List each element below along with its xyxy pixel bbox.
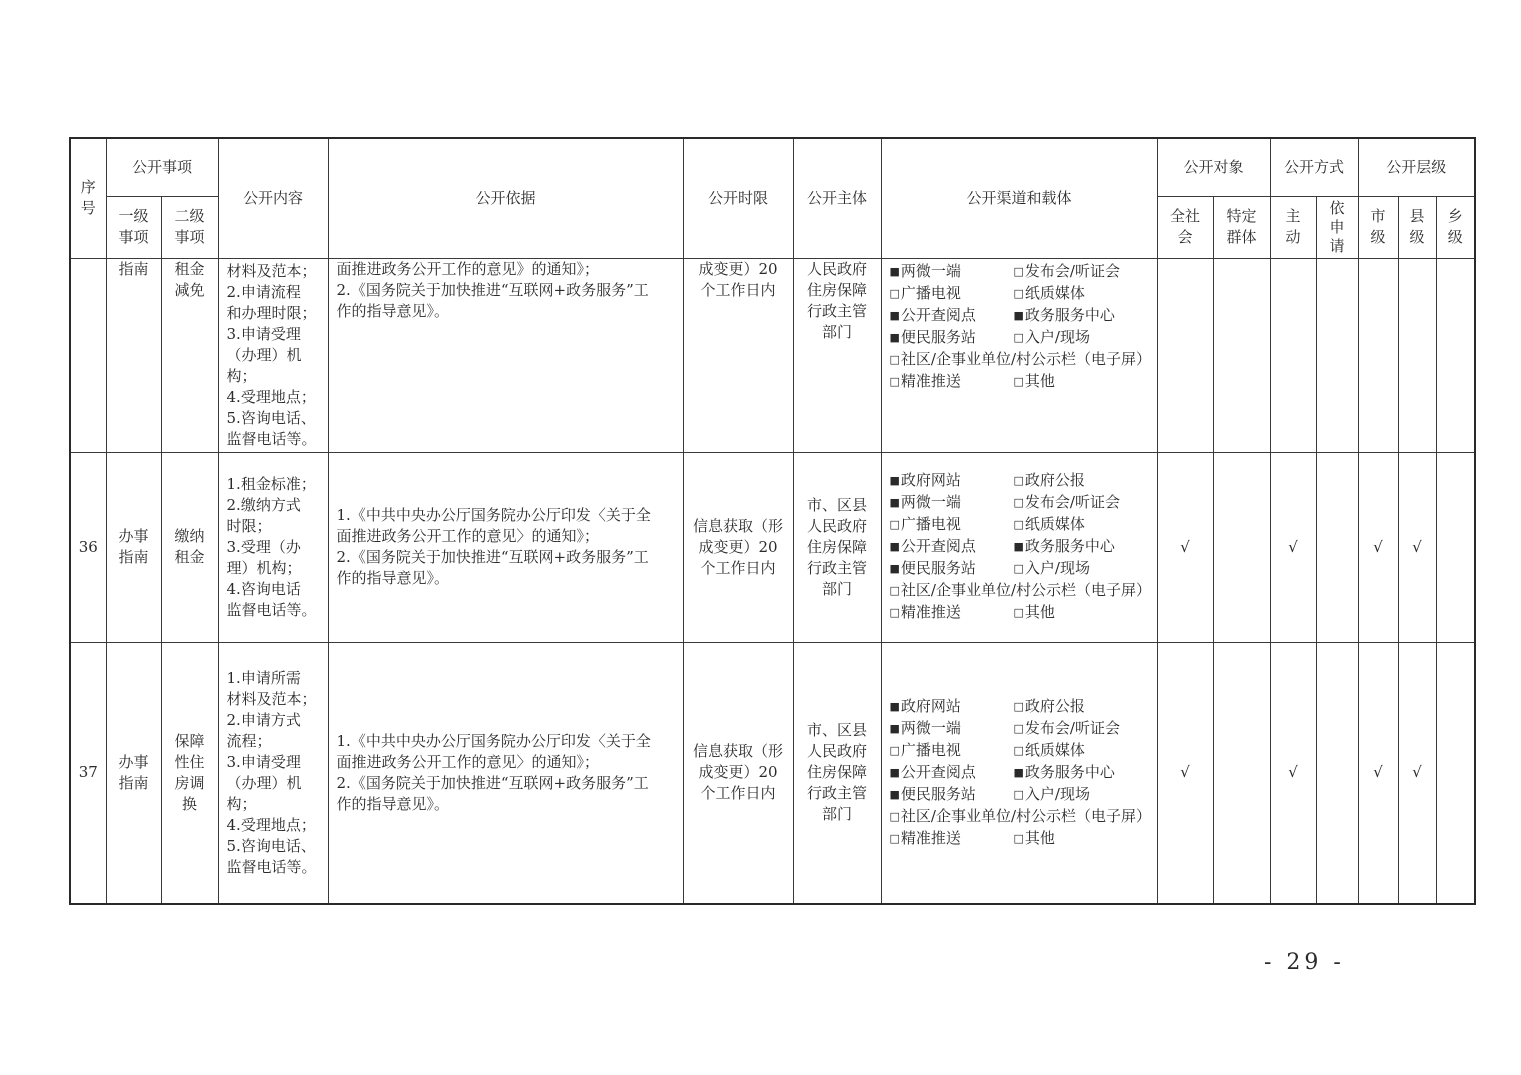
header-level2: 二级事项	[161, 196, 218, 258]
header-level-county: 县级	[1398, 196, 1436, 258]
table-row	[70, 452, 1475, 642]
channel-label: 便民服务站	[900, 784, 976, 803]
channel-checkbox-icon: □	[889, 584, 900, 597]
cell-level-city: √	[1358, 642, 1398, 904]
cell-subject: 市、区县 人民政府 住房保障 行政主管 部门	[793, 642, 881, 904]
channel-checkbox-icon: □	[1013, 743, 1024, 757]
channel-checkbox-icon: □	[889, 809, 900, 823]
channel-label: 政务服务中心	[1024, 762, 1115, 781]
cell-level-county: √	[1398, 642, 1436, 904]
cell-level2: 保障性住房调换	[161, 642, 218, 904]
channel-checkbox-icon: □	[1013, 264, 1024, 278]
channel-label: 纸质媒体	[1024, 283, 1085, 302]
header-level-city: 市级	[1358, 196, 1398, 258]
cell-method-request	[1316, 452, 1358, 642]
channel-checkbox-icon: ■	[1013, 308, 1024, 322]
cell-seq	[70, 258, 106, 452]
channel-label: 社区/企事业单位/村公示栏（电子屏）	[900, 581, 1152, 599]
channel-checkbox-icon: □	[1013, 831, 1024, 845]
channel-label: 公开查阅点	[900, 537, 976, 555]
cell-channels	[881, 452, 1157, 642]
channel-checkbox-icon: □	[889, 743, 900, 757]
cell-channels	[881, 258, 1157, 452]
cell-level-county	[1398, 258, 1436, 452]
channel-checkbox-icon: □	[1013, 496, 1024, 509]
header-level: 公开层级	[1358, 138, 1475, 196]
channel-checkbox-icon: □	[889, 352, 900, 366]
channel-label: 精准推送	[900, 828, 961, 847]
cell-audience-specific	[1213, 452, 1270, 642]
cell-content: 材料及范本； 2.申请流程 和办理时限； 3.申请受理 （办理）机 构； 4.受理地点； 5.咨询电话、 监督电话等。	[218, 258, 328, 452]
channel-checkbox-icon: ■	[889, 765, 900, 779]
channel-checkbox-icon: □	[1013, 374, 1024, 388]
channel-label: 精准推送	[900, 371, 961, 390]
cell-level-town	[1436, 258, 1475, 452]
cell-seq: 37	[70, 642, 106, 904]
cell-audience-all: √	[1157, 452, 1213, 642]
channel-checkbox-icon: ■	[889, 721, 900, 735]
channel-checkbox-icon: ■	[889, 330, 900, 344]
channel-checkbox-icon: □	[1013, 518, 1024, 531]
channel-label: 发布会/听证会	[1024, 261, 1120, 280]
cell-level1: 办事指南	[106, 642, 161, 904]
channel-checkbox-icon: □	[889, 606, 900, 619]
channel-label: 政府网站	[900, 471, 961, 489]
header-level-town: 乡级	[1436, 196, 1475, 258]
cell-level2: 租金减免	[161, 258, 218, 452]
header-subject: 公开主体	[793, 138, 881, 258]
header-level1: 一级事项	[106, 196, 161, 258]
disclosure-table	[69, 137, 1476, 905]
header-content: 公开内容	[218, 138, 328, 258]
cell-time-limit: 信息获取（形 成变更）20 个工作日内	[683, 642, 793, 904]
channel-label: 纸质媒体	[1024, 740, 1085, 759]
channel-checkbox-icon: □	[1013, 787, 1024, 801]
channel-label: 入户/现场	[1024, 327, 1090, 346]
cell-audience-all: √	[1157, 642, 1213, 904]
channel-checkbox-icon: ■	[889, 787, 900, 801]
header-item-group: 公开事项	[106, 138, 218, 196]
channel-label: 广播电视	[900, 283, 961, 302]
channel-label: 社区/企事业单位/村公示栏（电子屏）	[900, 806, 1152, 825]
cell-content: 1.申请所需 材料及范本； 2.申请方式 流程； 3.申请受理 （办理）机 构； 4.受理地点； 5.咨询电话、 监督电话等。	[218, 642, 328, 904]
channel-label: 公开查阅点	[900, 762, 976, 781]
header-basis: 公开依据	[328, 138, 683, 258]
channel-checkbox-icon: ■	[889, 308, 900, 322]
cell-audience-specific	[1213, 258, 1270, 452]
header-seq: 序号	[70, 138, 106, 258]
cell-audience-specific	[1213, 642, 1270, 904]
cell-method-active: √	[1270, 452, 1316, 642]
header-audience-specific: 特定群体	[1213, 196, 1270, 258]
channel-label: 入户/现场	[1024, 784, 1090, 803]
channel-checkbox-icon: □	[1013, 721, 1024, 735]
channel-label: 入户/现场	[1024, 559, 1090, 577]
channel-checkbox-icon: ■	[889, 496, 900, 509]
cell-method-request	[1316, 258, 1358, 452]
header-method: 公开方式	[1270, 138, 1358, 196]
cell-level1: 指南	[106, 258, 161, 452]
cell-level-city: √	[1358, 452, 1398, 642]
channel-checkbox-icon: □	[1013, 699, 1024, 713]
channel-checkbox-icon: ■	[889, 699, 900, 713]
channel-checkbox-icon: □	[1013, 474, 1024, 487]
channel-label: 纸质媒体	[1024, 515, 1085, 533]
channel-checkbox-icon: ■	[889, 474, 900, 487]
channel-label: 政务服务中心	[1024, 537, 1115, 555]
channel-label: 社区/企事业单位/村公示栏（电子屏）	[900, 349, 1152, 368]
channel-label: 公开查阅点	[900, 305, 976, 324]
cell-level-town	[1436, 452, 1475, 642]
channel-checkbox-icon: □	[1013, 330, 1024, 344]
cell-method-active	[1270, 258, 1316, 452]
cell-subject: 市、区县 人民政府 住房保障 行政主管 部门	[793, 452, 881, 642]
channel-checkbox-icon: □	[1013, 562, 1024, 575]
cell-level-county: √	[1398, 452, 1436, 642]
channel-checkbox-icon: ■	[889, 562, 900, 575]
channel-label: 两微一端	[900, 261, 961, 280]
cell-level-town	[1436, 642, 1475, 904]
table-row	[70, 258, 1475, 452]
channel-label: 便民服务站	[900, 327, 976, 346]
channel-label: 广播电视	[900, 515, 961, 533]
cell-basis: 面推进政务公开工作的意见》的通知》； 2.《国务院关于加快推进“互联网+政务服务”工 作的指导意见》。	[328, 258, 683, 452]
cell-basis: 1.《中共中央办公厅国务院办公厅印发〈关于全 面推进政务公开工作的意见〉的通知》； 2.《国务院关于加快推进“互联网+政务服务”工 作的指导意见》。	[328, 642, 683, 904]
channel-checkbox-icon: □	[889, 518, 900, 531]
cell-method-request	[1316, 642, 1358, 904]
channel-label: 精准推送	[900, 603, 961, 621]
cell-method-active: √	[1270, 642, 1316, 904]
cell-level2: 缴纳租金	[161, 452, 218, 642]
cell-channels	[881, 642, 1157, 904]
channel-label: 两微一端	[900, 493, 961, 511]
cell-seq: 36	[70, 452, 106, 642]
channel-checkbox-icon: □	[889, 374, 900, 388]
channel-checkbox-icon: ■	[889, 540, 900, 553]
channel-checkbox-icon: ■	[889, 264, 900, 278]
channel-label: 其他	[1024, 371, 1055, 390]
header-audience-all: 全社会	[1157, 196, 1213, 258]
header-method-active: 主动	[1270, 196, 1316, 258]
cell-basis: 1.《中共中央办公厅国务院办公厅印发〈关于全 面推进政务公开工作的意见〉的通知》； 2.《国务院关于加快推进“互联网+政务服务”工 作的指导意见》。	[328, 452, 683, 642]
header-method-request: 依申请	[1316, 196, 1358, 258]
cell-level-city	[1358, 258, 1398, 452]
channel-label: 发布会/听证会	[1024, 718, 1120, 737]
header-time-limit: 公开时限	[683, 138, 793, 258]
channel-checkbox-icon: ■	[1013, 540, 1024, 553]
channel-label: 其他	[1024, 828, 1055, 847]
cell-time-limit: 成变更）20 个工作日内	[683, 258, 793, 452]
channel-checkbox-icon: ■	[1013, 765, 1024, 779]
page-number: - 29 -	[1264, 950, 1345, 975]
channel-label: 发布会/听证会	[1024, 493, 1120, 511]
channel-label: 便民服务站	[900, 559, 976, 577]
channel-checkbox-icon: □	[889, 831, 900, 845]
channel-label: 政务服务中心	[1024, 305, 1115, 324]
channel-label: 政府公报	[1024, 471, 1085, 489]
table-row	[70, 642, 1475, 904]
channel-label: 政府网站	[900, 696, 961, 715]
cell-audience-all	[1157, 258, 1213, 452]
channel-label: 其他	[1024, 603, 1055, 621]
channel-checkbox-icon: □	[889, 286, 900, 300]
channel-label: 政府公报	[1024, 696, 1085, 715]
cell-content: 1.租金标准； 2.缴纳方式 时限； 3.受理（办 理）机构； 4.咨询电话 监督电话等。	[218, 452, 328, 642]
cell-subject: 人民政府 住房保障 行政主管 部门	[793, 258, 881, 452]
channel-label: 广播电视	[900, 740, 961, 759]
channel-checkbox-icon: □	[1013, 606, 1024, 619]
channel-checkbox-icon: □	[1013, 286, 1024, 300]
header-channels: 公开渠道和载体	[881, 138, 1157, 258]
cell-time-limit: 信息获取（形 成变更）20 个工作日内	[683, 452, 793, 642]
channel-label: 两微一端	[900, 718, 961, 737]
header-audience: 公开对象	[1157, 138, 1270, 196]
cell-level1: 办事指南	[106, 452, 161, 642]
